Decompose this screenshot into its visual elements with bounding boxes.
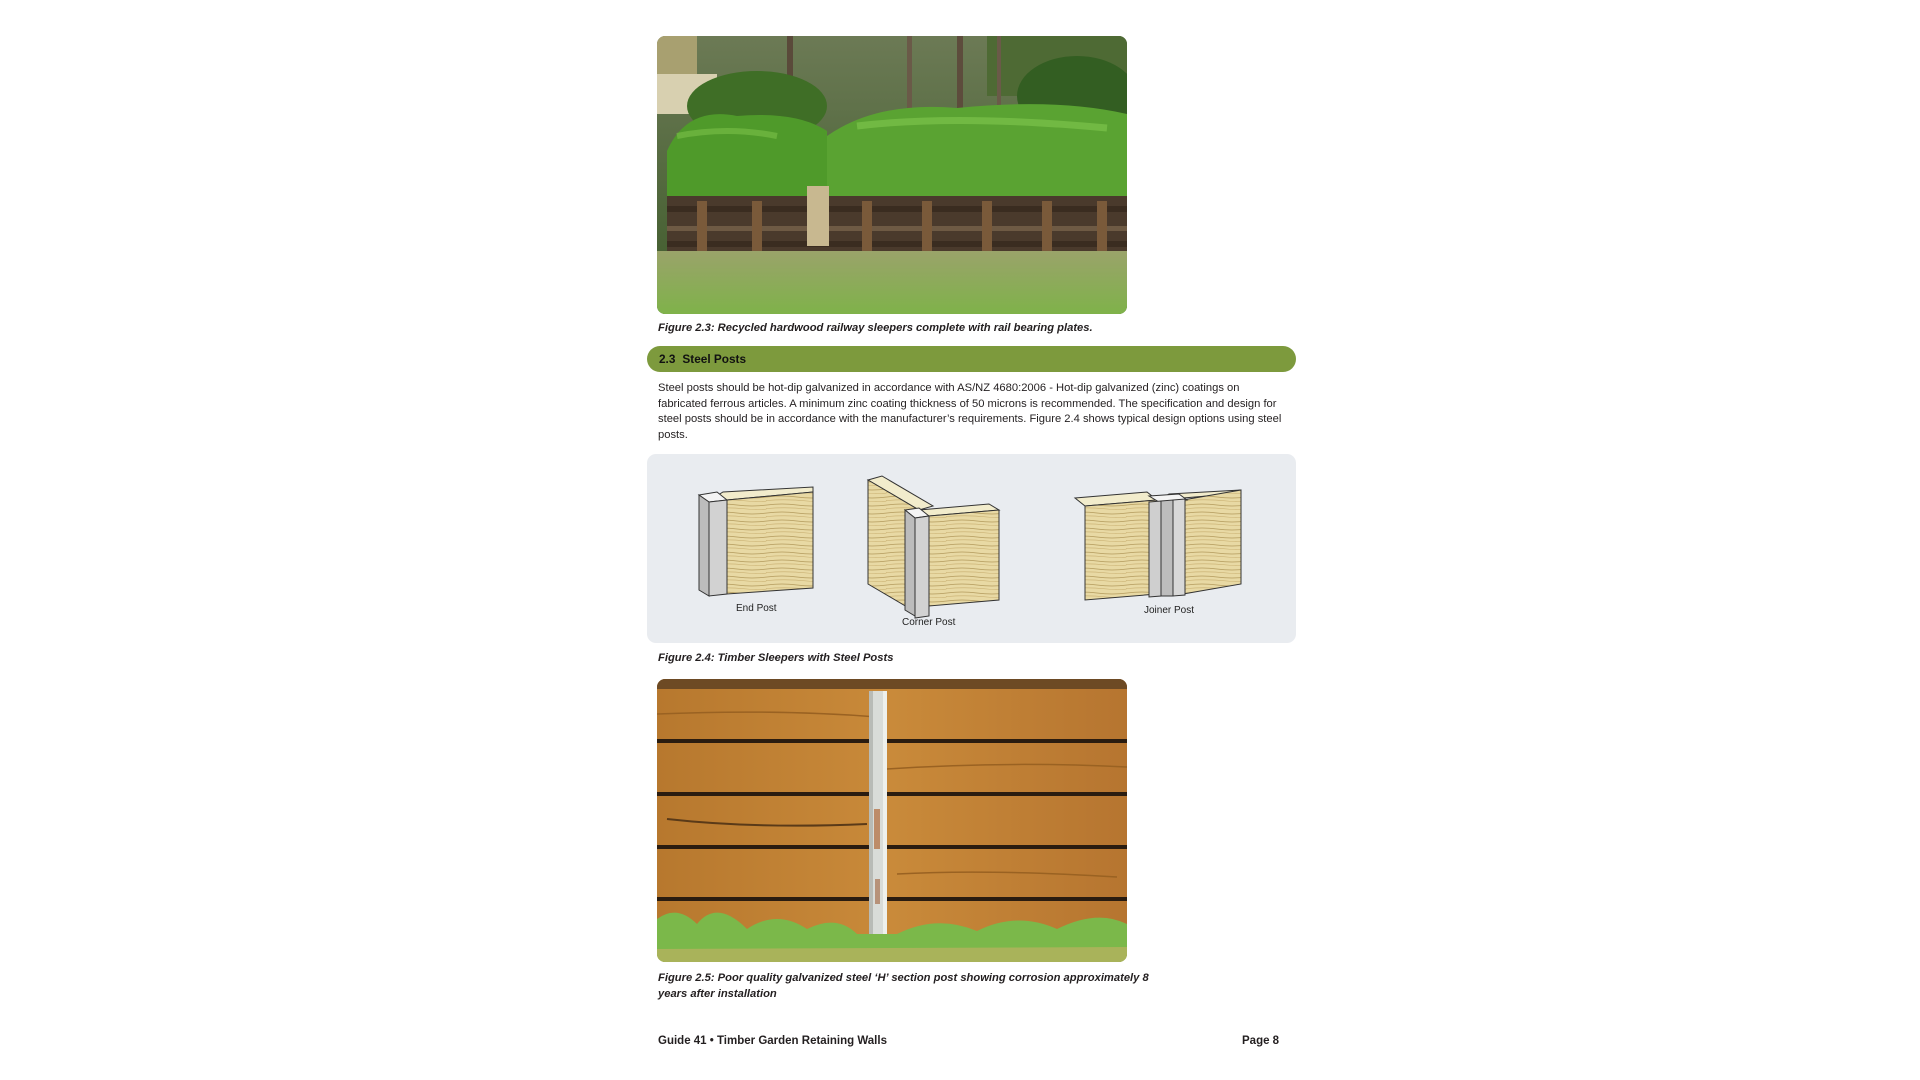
figure-2-4-diagram — [647, 454, 1296, 643]
figure-2-4-caption: Figure 2.4: Timber Sleepers with Steel Posts — [658, 652, 894, 664]
section-number: 2.3 — [659, 352, 676, 366]
footer-guide-title: Guide 41 • Timber Garden Retaining Walls — [658, 1035, 887, 1047]
end-post-drawing — [699, 487, 813, 614]
joiner-post-drawing — [1075, 490, 1241, 616]
corner-post-label: Corner Post — [902, 617, 956, 628]
footer-page-number: Page 8 — [1242, 1035, 1280, 1047]
end-post-label: End Post — [736, 603, 777, 614]
joiner-post-label: Joiner Post — [1144, 605, 1195, 616]
section-title: Steel Posts — [682, 352, 747, 366]
figure-2-5-caption: Figure 2.5: Poor quality galvanized steel ‘H’ section post showing corrosion approximately 8 years after installation — [658, 972, 1149, 1000]
corner-post-drawing — [868, 476, 999, 628]
steel-posts-paragraph: Steel posts should be hot-dip galvanized in accordance with AS/NZ 4680:2006 - Hot-dip galvanized (zinc) coatings on fabricated ferrous articles. A minimum zinc coating thickness of 50 microns is recommended. The specification and design for steel posts should be in accordance with the manufacturer’s requirements. Figure 2.4 shows typical design options using steel posts. — [658, 382, 1282, 441]
figure-2-5-photo — [657, 679, 1127, 962]
figure-2-3-photo — [657, 36, 1127, 314]
section-header-steel-posts — [647, 346, 1296, 372]
figure-2-3-caption: Figure 2.3: Recycled hardwood railway sleepers complete with rail bearing plates. — [658, 322, 1093, 334]
